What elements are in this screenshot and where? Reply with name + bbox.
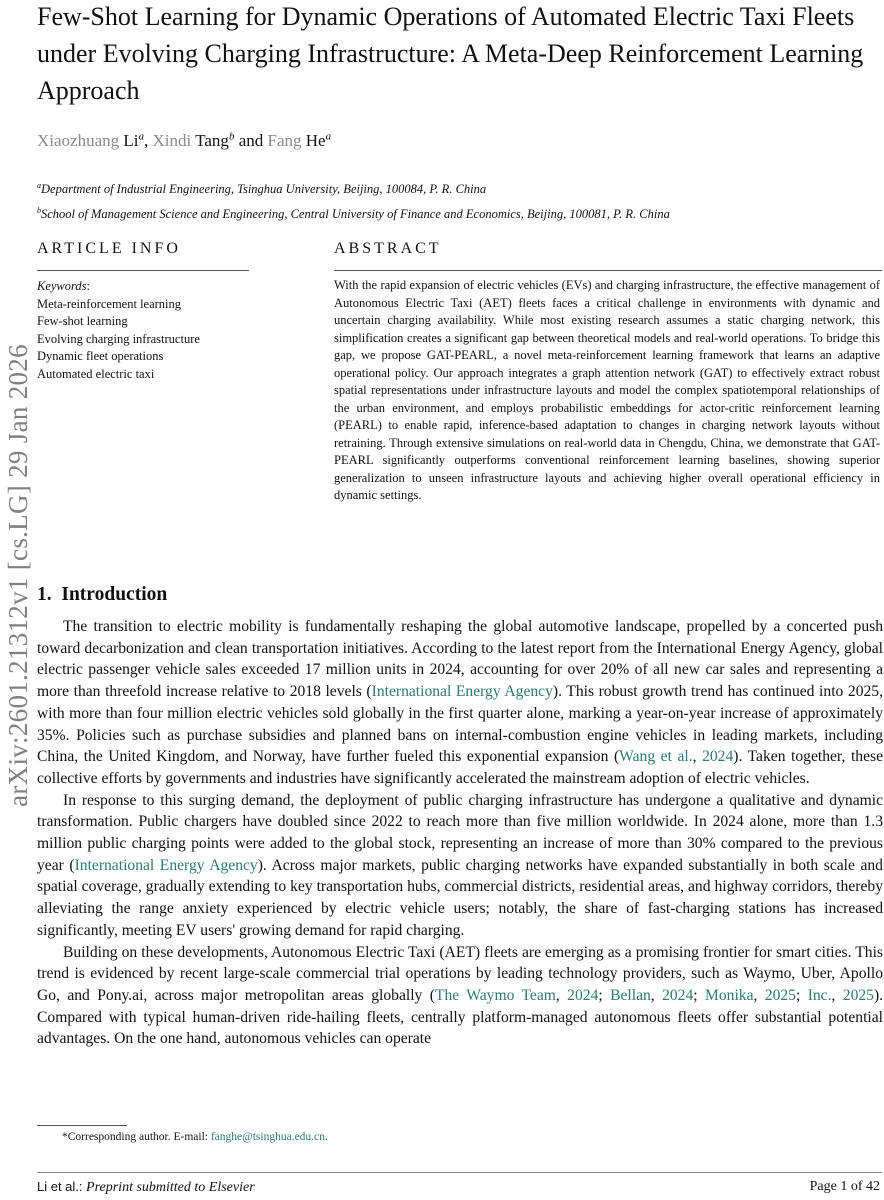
affiliation-line <box>37 200 670 225</box>
author-given-name: Xindi <box>152 130 192 150</box>
paragraph-text: ). Compared with typical human-driven ride-hailing fleets, centrally platform-managed autonomous fleets offer substantial potential advantages. On the one hand, autonomous vehicles can operate <box>37 986 884 1048</box>
citation-link[interactable]: International Energy Agency <box>74 856 258 874</box>
paragraph-text: ; <box>795 986 808 1004</box>
footer-authors: Li et al.: <box>37 1179 83 1194</box>
paragraph-text: Building on these developments, Autonomous Electric Taxi (AET) fleets are emerging as a promising frontier for smart cities. This trend is evidenced by recent large-scale commercial trial operations by leading technology providers, such as Waymo, Uber, Apollo Go, and Pony.ai, across major metropolitan areas globally ( <box>37 943 883 1004</box>
footnote-end: . <box>324 1131 328 1143</box>
author-family-name: Li <box>123 130 139 150</box>
paragraph-text: In response to this surging demand, the deployment of public charging infrastructure has undergone a qualitative and dynamic transformation. Public chargers have doubled since 2022 to reach more than five million worldwide. In 2024 alone, more than 1.3 million public charging points were added to the global stock, representing an increase of more than 30% compared to the previous year ( <box>37 791 883 874</box>
paragraph-text: ; <box>693 986 705 1004</box>
paragraph-text: The transition to electric mobility is fundamentally reshaping the global automotive landscape, propelled by a concerted push toward decarbonization and clean transportation initiatives. According to the latest report from the International Energy Agency, global electric passenger vehicle sales exceeded 17 million units in 2024, accounting for over 20% of all new car sales and representing a more than threefold increase relative to 2018 levels ( <box>37 618 883 701</box>
citation-link[interactable]: 2024 <box>567 986 599 1004</box>
footer-venue: Preprint submitted to Elsevier <box>86 1180 255 1195</box>
paragraph-text: ). This robust growth trend has continued into 2025, with more than four million electric vehicles sold globally in the first quarter alone, marking a year-on-year increase of approximately 35%. Policies such as purchase subsidies and planned bans on internal-combustion engine vehicles in leading markets, including China, the United Kingdom, and Norway, have further fueled this exponential expansion ( <box>37 683 883 766</box>
affiliation-line <box>37 175 670 200</box>
citation-link[interactable]: 2024 <box>702 748 734 766</box>
footnote-rule <box>37 1125 127 1126</box>
citation-link[interactable]: Wang et al. <box>619 748 693 766</box>
footnote-label: *Corresponding author. E-mail: <box>62 1131 211 1143</box>
paragraph-text: , <box>555 986 568 1004</box>
keyword-item: Evolving charging infrastructure <box>37 331 200 346</box>
keywords-box: Keywords: Meta-reinforcement learning Few-shot learning Evolving charging infrastructure Dynamic fleet operations Automated electric taxi <box>37 278 252 384</box>
citation-link[interactable]: Bellan <box>610 986 651 1004</box>
author <box>153 131 264 150</box>
page-number: Page 1 of 42 <box>809 1179 880 1194</box>
paragraph-text: ). Across major markets, public charging networks have expanded substantially in both scale and spatial coverage, gradually extending to key transportation hubs, commercial districts, residential areas, and highway corridors, thereby alleviating the range anxiety experienced by electric vehicle users; notably, the share of fast-charging stations has increased significantly, meeting EV users' growing demand for rapid charging. <box>37 856 883 939</box>
footer-rule <box>37 1172 882 1173</box>
author-email-link[interactable]: fanghe@tsinghua.edu.cn <box>210 1131 325 1143</box>
article-info-rule <box>37 270 249 271</box>
keyword-item: Dynamic fleet operations <box>37 349 164 364</box>
arxiv-stamp-text: arXiv:2601.21312v1 [cs.LG] 29 Jan 2026 <box>2 343 33 807</box>
arxiv-identifier-stamp <box>0 265 36 885</box>
paper-title: Few-Shot Learning for Dynamic Operations of Automated Electric Taxi Fleets under Evolving Charging Infrastructure: A Meta-Deep Reinforcement Learning Approach <box>37 2 864 105</box>
keywords-label: Keywords <box>37 279 87 293</box>
section-title: Introduction <box>61 584 168 605</box>
abstract-text: With the rapid expansion of electric vehicles (EVs) and charging infrastructure, the effective management of Autonomous Electric Taxi (AET) fleets faces a critical challenge in environments with dynamic and uncertain charging availability. While most existing research assumes a static charging network, this simplification creates a significant gap between theoretical models and real-world operations. To bridge this gap, we propose GAT-PEARL, a novel meta-reinforcement learning framework that learns an adaptive operational policy. Our approach integrates a graph attention network (GAT) to effectively extract robust spatial representations under infrastructure layouts and model the complex spatiotemporal relationships of the urban environment, and employs probabilistic embeddings for actor-critic reinforcement learning (PEARL) to enable rapid, inference-based adaptation to changes in charging network layouts without retraining. Through extensive simulations on real-world data in Chengdu, China, we demonstrate that GAT-PEARL significantly outperforms conventional reinforcement learning baselines, showing superior generalization to unseen infrastructure layouts and achieving higher overall operational efficiency in dynamic settings. <box>334 278 880 502</box>
author-family-name: He <box>305 130 326 150</box>
abstract-rule <box>334 270 882 271</box>
article-info-heading: ARTICLE INFO <box>37 240 181 257</box>
affiliations <box>37 175 670 225</box>
author-given-name: Xiaozhuang <box>37 130 120 150</box>
keywords-list <box>37 296 252 384</box>
author <box>37 131 148 150</box>
paragraph-text: , <box>650 986 663 1004</box>
author-affiliation-mark: a <box>138 130 144 142</box>
author-separator: , <box>144 130 149 150</box>
section-number: 1. <box>37 584 52 605</box>
author-family-name: Tang <box>195 130 229 150</box>
body-text <box>37 616 883 1050</box>
author-affiliation-mark: b <box>228 130 235 142</box>
running-footer <box>37 1179 255 1196</box>
affiliation-text: School of Management Science and Engineering, Central University of Finance and Economics, Beijing, 100081, P. R. China <box>41 207 670 222</box>
citation-link[interactable]: 2024 <box>662 986 694 1004</box>
section-heading-introduction <box>37 584 167 606</box>
affiliation-text: Department of Industrial Engineering, Tsinghua University, Beijing, 100084, P. R. China <box>41 182 487 197</box>
author-separator: and <box>234 130 264 150</box>
keyword-item: Few-shot learning <box>37 314 128 329</box>
paragraph-text: , <box>753 986 765 1004</box>
paragraph-text: ). Taken together, these collective efforts by governments and industries have significantly accelerated the mainstream adoption of electric vehicles. <box>37 748 883 787</box>
citation-link[interactable]: Monika <box>704 986 754 1004</box>
keyword-item: Meta-reinforcement learning <box>37 296 182 311</box>
affiliation-mark: b <box>37 206 41 216</box>
body-paragraph <box>37 790 883 942</box>
keyword-item: Automated electric taxi <box>37 366 155 381</box>
body-paragraph <box>37 942 883 1051</box>
abstract-heading: ABSTRACT <box>334 240 442 257</box>
author <box>267 131 331 150</box>
author-given-name: Fang <box>267 130 302 150</box>
paragraph-text: , <box>692 748 703 766</box>
paragraph-text: ; <box>598 986 611 1004</box>
citation-link[interactable]: 2025 <box>842 986 874 1004</box>
citation-link[interactable]: The Waymo Team <box>434 986 556 1004</box>
body-paragraph <box>37 616 883 790</box>
citation-link[interactable]: International Energy Agency <box>371 683 553 701</box>
citation-link[interactable]: 2025 <box>764 986 796 1004</box>
paragraph-text: , <box>831 986 843 1004</box>
author-affiliation-mark: a <box>325 130 332 142</box>
author-list <box>37 130 331 151</box>
affiliation-mark: a <box>37 181 41 190</box>
corresponding-author-footnote <box>62 1131 328 1143</box>
citation-link[interactable]: Inc. <box>807 986 832 1004</box>
